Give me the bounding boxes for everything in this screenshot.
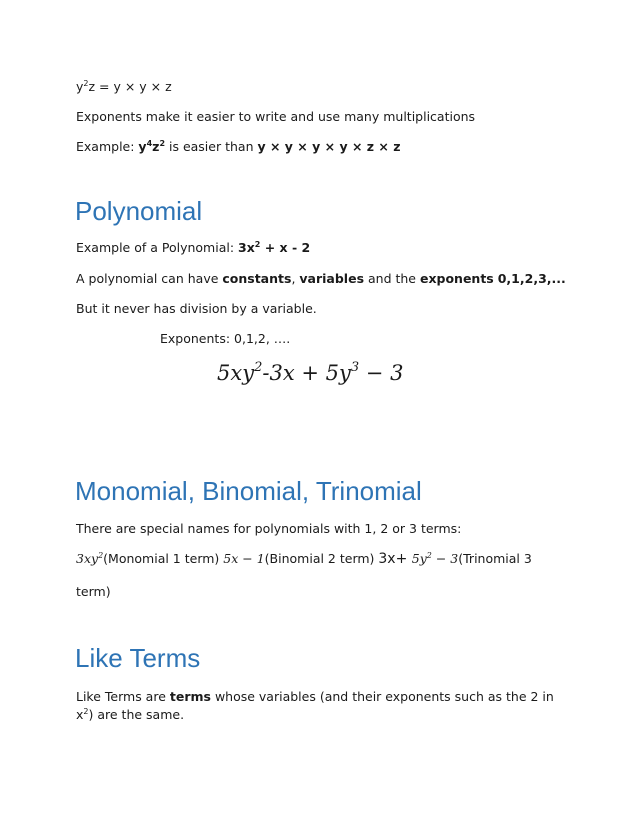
example-label: Example: bbox=[76, 139, 139, 154]
constants-word: constants bbox=[222, 271, 292, 286]
like-exp: 2 bbox=[83, 707, 89, 716]
mbt-wrap: term) bbox=[76, 584, 111, 599]
polynomial-big-equation bbox=[217, 361, 403, 385]
trinomial-expr-a: 3x+ bbox=[378, 551, 412, 567]
example-mid: is easier than bbox=[165, 139, 258, 154]
big-eq-exp1: 2 bbox=[254, 360, 263, 375]
example-z-exp: 2 bbox=[159, 139, 166, 148]
example-y: y bbox=[138, 139, 147, 154]
exponents-word: exponents bbox=[419, 271, 494, 286]
trinomial-label: (Trinomial 3 bbox=[458, 551, 532, 566]
poly-term-exp: 2 bbox=[254, 240, 261, 249]
poly-rest: + x - 2 bbox=[260, 240, 311, 255]
exponents-note: Exponents make it easier to write and use many multiplications bbox=[76, 109, 476, 124]
exponent-values: 0,1,2,3,... bbox=[497, 271, 566, 286]
poly-term: 3x bbox=[238, 240, 255, 255]
exponents-list: Exponents: 0,1,2, …. bbox=[160, 331, 291, 346]
exponent-example bbox=[76, 139, 401, 154]
polynomial-can-have bbox=[76, 271, 566, 286]
mbt-examples bbox=[76, 551, 532, 567]
monomial-label: (Monomial 1 term) bbox=[103, 551, 224, 566]
poly-example-label: Example of a Polynomial: bbox=[76, 240, 239, 255]
exponent-equation bbox=[76, 79, 172, 94]
have-text: A polynomial can have bbox=[76, 271, 223, 286]
monomial-expr: 3xy bbox=[76, 551, 99, 566]
variables-word: variables bbox=[299, 271, 365, 286]
example-y-exp: 4 bbox=[146, 139, 153, 148]
like-terms-heading: Like Terms bbox=[75, 643, 201, 673]
comma: , bbox=[291, 271, 300, 286]
polynomial-example bbox=[76, 240, 310, 255]
trinomial-expr-b: 5y bbox=[411, 551, 427, 566]
like-body-end: ) are the same. bbox=[88, 707, 185, 722]
trinomial-expr-c: − 3 bbox=[431, 551, 459, 566]
mbt-intro: There are special names for polynomials with 1, 2 or 3 terms: bbox=[76, 521, 462, 536]
binomial-label: (Binomial 2 term) bbox=[264, 551, 379, 566]
big-eq-exp2: 3 bbox=[350, 360, 360, 375]
monomial-exp: 2 bbox=[98, 551, 104, 560]
and-text: and the bbox=[364, 271, 420, 286]
example-z: z bbox=[152, 139, 160, 154]
mbt-heading: Monomial, Binomial, Trinomial bbox=[75, 476, 422, 506]
polynomial-heading: Polynomial bbox=[75, 196, 203, 226]
binomial-expr: 5x − 1 bbox=[223, 551, 265, 566]
like-body-start: Like Terms are bbox=[76, 689, 170, 704]
eq-rest: z = y × y × z bbox=[88, 79, 172, 94]
division-note: But it never has division by a variable. bbox=[76, 301, 317, 316]
eq-exponent: 2 bbox=[83, 79, 89, 88]
like-body-mid: whose variables (and their exponents such as the 2 in x bbox=[76, 689, 554, 722]
big-eq-term2: -3x + 5y bbox=[262, 361, 351, 385]
like-terms-body bbox=[76, 688, 562, 724]
big-eq-term3: − 3 bbox=[359, 361, 404, 385]
big-eq-term1: 5xy bbox=[217, 361, 255, 385]
example-expanded: y × y × y × y × z × z bbox=[257, 139, 401, 154]
terms-word: terms bbox=[169, 689, 211, 704]
trinomial-exp: 2 bbox=[426, 551, 432, 560]
eq-base: y bbox=[76, 79, 84, 94]
